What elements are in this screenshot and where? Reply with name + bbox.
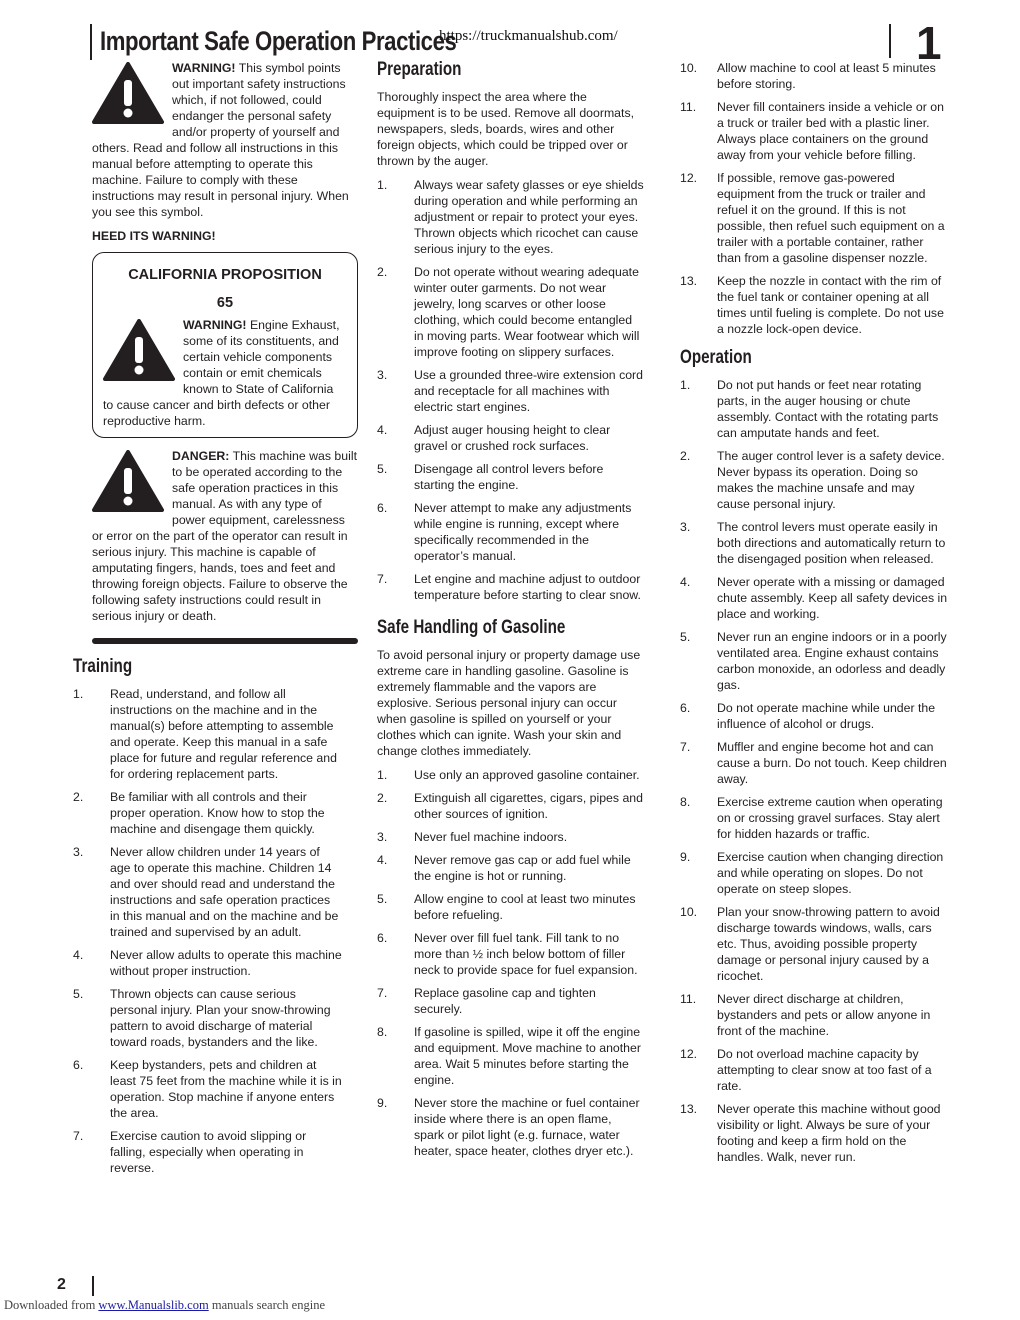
list-item bbox=[73, 789, 343, 837]
list-item-number: 12. bbox=[680, 171, 698, 185]
source-url: https://truckmanualshub.com/ bbox=[439, 28, 618, 44]
danger-block bbox=[92, 448, 358, 624]
column-middle bbox=[377, 59, 645, 1166]
list-item-number: 6. bbox=[73, 1058, 84, 1072]
list-item-number: 1. bbox=[377, 178, 388, 192]
list-item-number: 7. bbox=[377, 986, 388, 1000]
list-item-text: Do not put hands or feet near rotating parts, in the auger housing or chute assembly. Contact with the rotating parts can amputate hands and feet. bbox=[717, 378, 939, 440]
list-item-text: Exercise caution when changing direction and while operating on slopes. Do not operate on steep slopes. bbox=[717, 850, 944, 896]
list-item-text: Do not overload machine capacity by attempting to clear snow at too fast of a rate. bbox=[717, 1047, 932, 1093]
gasoline-heading: Safe Handling of Gasoline bbox=[377, 617, 566, 638]
list-item-text: Always wear safety glasses or eye shields during operation and while performing an adjustment or repair to protect your eyes. Thrown objects which ricochet can cause serious injury to the eyes. bbox=[414, 178, 644, 256]
list-item-text: Be familiar with all controls and their proper operation. Know how to stop the machine and disengage them quickly. bbox=[110, 790, 325, 836]
list-item-number: 2. bbox=[377, 791, 388, 805]
list-item-text: Allow engine to cool at least two minutes before refueling. bbox=[414, 892, 636, 922]
list-item-text: Never attempt to make any adjustments while engine is running, except where specifically recommended in the operator’s manual. bbox=[414, 501, 632, 563]
list-item-text: If possible, remove gas-powered equipment from the truck or trailer and refuel it on the ground. If this is not possible, then refuel such equipment on a trailer with a portable container, rather than from a gasoline dispenser nozzle. bbox=[717, 171, 945, 265]
list-item-text: Never operate this machine without good visibility or light. Always be sure of your footing and keep a firm hold on the handles. Walk, never run. bbox=[717, 1102, 941, 1164]
column-right bbox=[680, 60, 950, 1172]
list-item bbox=[680, 377, 950, 441]
list-item-number: 8. bbox=[680, 795, 691, 809]
list-item bbox=[73, 686, 343, 782]
list-item-text: Extinguish all cigarettes, cigars, pipes and other sources of ignition. bbox=[414, 791, 643, 821]
danger-text: This machine was built to be operated according to the safe operation practices in this manual. As with any type of power equipment, carelessness or error on the part of the operator can result in serious injury. This machine is capable of amputating fingers, hands, toes and feet and throwing foreign objects. Failure to observe the following safety instructions could result in serious injury or death. bbox=[92, 449, 357, 623]
list-item-number: 4. bbox=[377, 423, 388, 437]
list-item-text: Never fuel machine indoors. bbox=[414, 830, 568, 844]
list-item bbox=[377, 1095, 645, 1159]
list-item-number: 2. bbox=[680, 449, 691, 463]
list-item-number: 13. bbox=[680, 274, 698, 288]
preparation-list bbox=[377, 177, 645, 603]
warning-text: This symbol points out important safety instructions which, if not followed, could endanger the personal safety and/or property of yourself and others. Read and follow all instructions in this manual before attempting to operate this machine. Failure to comply with these instructions may result in personal injury. When you see this symbol. bbox=[92, 61, 349, 219]
list-item-text: Never allow children under 14 years of age to operate this machine. Children 14 and over should read and understand the instructions and safe operation practices in this manual and on the machine and be trained and supervised by an adult. bbox=[110, 845, 339, 939]
list-item-number: 3. bbox=[680, 520, 691, 534]
page-title: Important Safe Operation Practices bbox=[100, 26, 457, 56]
gasoline-list bbox=[377, 767, 645, 1159]
danger-triangle-icon bbox=[92, 450, 164, 512]
list-item-number: 5. bbox=[680, 630, 691, 644]
list-item-number: 5. bbox=[73, 987, 84, 1001]
list-item-text: Keep bystanders, pets and children at least 75 feet from the machine while it is in operation. Stop machine if anyone enters the area. bbox=[110, 1058, 342, 1120]
list-item bbox=[73, 1128, 343, 1176]
list-item bbox=[680, 700, 950, 732]
prop65-number: 65 bbox=[216, 295, 234, 311]
gasoline-intro: To avoid personal injury or property damage use extreme care in handling gasoline. Gasoline is extremely flammable and the vapors are explosive. Serious personal injury can occur when gasoline is spilled on yourself or your clothes which can ignite. Wash your skin and change clothes immediately. bbox=[377, 648, 641, 758]
list-item bbox=[377, 264, 645, 360]
list-item bbox=[377, 367, 645, 415]
footer-rule bbox=[92, 1276, 94, 1296]
column-left bbox=[92, 60, 358, 644]
list-item-number: 13. bbox=[680, 1102, 698, 1116]
list-item bbox=[377, 461, 645, 493]
list-item-text: Do not operate machine while under the influence of alcohol or drugs. bbox=[717, 701, 936, 731]
list-item bbox=[680, 519, 950, 567]
preparation-intro: Thoroughly inspect the area where the equipment is to be used. Remove all doormats, newspapers, sleds, boards, wires and other foreign objects, which could be tripped over or thrown by the auger. bbox=[377, 90, 635, 168]
list-item bbox=[680, 849, 950, 897]
list-item bbox=[680, 904, 950, 984]
list-item-number: 10. bbox=[680, 905, 698, 919]
list-item-number: 3. bbox=[377, 368, 388, 382]
list-item-number: 4. bbox=[680, 575, 691, 589]
list-item-number: 4. bbox=[377, 853, 388, 867]
list-item-text: Use a grounded three-wire extension cord and receptacle for all machines with electric start engines. bbox=[414, 368, 643, 414]
list-item-text: Never fill containers inside a vehicle or on a truck or trailer bed with a plastic liner. Always place containers on the ground away from your vehicle before filling. bbox=[717, 100, 944, 162]
list-item-number: 6. bbox=[377, 931, 388, 945]
list-item-number: 7. bbox=[377, 572, 388, 586]
section-divider bbox=[92, 638, 358, 644]
warning-block bbox=[92, 60, 358, 220]
prop65-warning-text: Engine Exhaust, some of its constituents, and certain vehicle components contain or emit chemicals known to State of California to cause cancer and birth defects or other reproductive harm. bbox=[103, 318, 340, 428]
list-item-number: 3. bbox=[73, 845, 84, 859]
training-list bbox=[73, 686, 343, 1176]
list-item-number: 10. bbox=[680, 61, 698, 75]
list-item-text: Never remove gas cap or add fuel while the engine is hot or running. bbox=[414, 853, 631, 883]
list-item-number: 11. bbox=[680, 100, 697, 114]
list-item-text: Never run an engine indoors or in a poorly ventilated area. Engine exhaust contains carbon monoxide, an odorless and deadly gas. bbox=[717, 630, 947, 692]
list-item-text: Do not operate without wearing adequate winter outer garments. Do not wear jewelry, long scarves or other loose clothing, which could become entangled in moving parts. Wear footwear which will improve footing on slippery surfaces. bbox=[414, 265, 640, 359]
list-item-number: 3. bbox=[377, 830, 388, 844]
heed-warning: HEED ITS WARNING! bbox=[92, 229, 216, 243]
list-item-text: Use only an approved gasoline container. bbox=[414, 768, 640, 782]
list-item-number: 7. bbox=[680, 740, 691, 754]
list-item bbox=[680, 273, 950, 337]
list-item-text: Allow machine to cool at least 5 minutes before storing. bbox=[717, 61, 936, 91]
list-item bbox=[680, 739, 950, 787]
list-item-number: 9. bbox=[377, 1096, 388, 1110]
list-item-text: The auger control lever is a safety device. Never bypass its operation. Doing so makes the machine unsafe and may cause personal injury. bbox=[717, 449, 945, 511]
list-item-number: 1. bbox=[680, 378, 691, 392]
gasoline-list-continued bbox=[680, 60, 950, 337]
list-item bbox=[680, 99, 950, 163]
prop65-warning bbox=[103, 317, 347, 429]
list-item bbox=[73, 947, 343, 979]
list-item-text: Muffler and engine become hot and can cause a burn. Do not touch. Keep children away. bbox=[717, 740, 947, 786]
list-item bbox=[377, 767, 645, 783]
preparation-heading: Preparation bbox=[377, 59, 462, 80]
list-item-text: Disengage all control levers before starting the engine. bbox=[414, 462, 604, 492]
list-item-number: 4. bbox=[73, 948, 84, 962]
manualslib-link[interactable]: www.Manualslib.com bbox=[98, 1298, 209, 1312]
warning-label: WARNING! bbox=[172, 61, 236, 75]
list-item bbox=[377, 500, 645, 564]
list-item bbox=[377, 177, 645, 257]
download-prefix: Downloaded from bbox=[4, 1298, 99, 1312]
list-item-number: 11. bbox=[680, 992, 697, 1006]
list-item-number: 1. bbox=[73, 687, 84, 701]
operation-list bbox=[680, 377, 950, 1165]
list-item-text: Let engine and machine adjust to outdoor temperature before starting to clear snow. bbox=[414, 572, 641, 602]
list-item-text: The control levers must operate easily in both directions and automatically return to the disengaged position when released. bbox=[717, 520, 946, 566]
prop65-box bbox=[92, 252, 358, 438]
list-item bbox=[377, 930, 645, 978]
training-heading: Training bbox=[73, 656, 133, 677]
list-item-number: 2. bbox=[377, 265, 388, 279]
list-item-number: 8. bbox=[377, 1025, 388, 1039]
list-item-text: Read, understand, and follow all instructions on the machine and in the manual(s) before attempting to assemble and operate. Keep this manual in a safe place for future and regular reference and for ordering replacement parts. bbox=[110, 687, 337, 781]
list-item bbox=[73, 844, 343, 940]
page-number: 2 bbox=[57, 1276, 66, 1293]
list-item bbox=[377, 891, 645, 923]
list-item-number: 6. bbox=[680, 701, 691, 715]
list-item bbox=[377, 571, 645, 603]
list-item bbox=[680, 448, 950, 512]
list-item-text: Thrown objects can cause serious personal injury. Plan your snow-throwing pattern to avoid discharge of material toward roads, bystanders and the like. bbox=[110, 987, 331, 1049]
list-item-text: Exercise extreme caution when operating on or crossing gravel surfaces. Stay alert for hidden hazards or traffic. bbox=[717, 795, 943, 841]
download-notice bbox=[4, 1298, 325, 1313]
list-item-text: Never operate with a missing or damaged chute assembly. Keep all safety devices in place and working. bbox=[717, 575, 948, 621]
list-item-number: 1. bbox=[377, 768, 388, 782]
list-item-text: If gasoline is spilled, wipe it off the engine and equipment. Move machine to another area. Wait 5 minutes before starting the engine. bbox=[414, 1025, 641, 1087]
list-item bbox=[680, 991, 950, 1039]
operation-heading: Operation bbox=[680, 347, 752, 368]
prop65-title: CALIFORNIA PROPOSITION bbox=[128, 267, 322, 283]
prop65-warning-label: WARNING! bbox=[183, 318, 247, 332]
list-item-number: 7. bbox=[73, 1129, 84, 1143]
list-item-number: 12. bbox=[680, 1047, 698, 1061]
list-item bbox=[680, 794, 950, 842]
warning-triangle-icon bbox=[92, 62, 164, 124]
title-rule bbox=[90, 24, 92, 60]
list-item bbox=[377, 829, 645, 845]
list-item bbox=[680, 60, 950, 92]
list-item-number: 5. bbox=[377, 462, 388, 476]
list-item-number: 5. bbox=[377, 892, 388, 906]
list-item-text: Replace gasoline cap and tighten securely. bbox=[414, 986, 596, 1016]
list-item bbox=[73, 1057, 343, 1121]
list-item-text: Keep the nozzle in contact with the rim of the fuel tank or container opening at all times until fueling is complete. Do not use a nozzle lock-open device. bbox=[717, 274, 944, 336]
list-item bbox=[377, 790, 645, 822]
warning-triangle-icon bbox=[103, 319, 175, 381]
list-item-text: Never store the machine or fuel container inside where there is an open flame, spark or pilot light (e.g. furnace, water heater, space heater, clothes dryer etc.). bbox=[414, 1096, 640, 1158]
list-item bbox=[680, 574, 950, 622]
list-item bbox=[377, 1024, 645, 1088]
list-item-number: 9. bbox=[680, 850, 691, 864]
list-item-number: 2. bbox=[73, 790, 84, 804]
list-item bbox=[377, 852, 645, 884]
list-item-text: Exercise caution to avoid slipping or falling, especially when operating in reverse. bbox=[110, 1129, 307, 1175]
list-item-text: Never allow adults to operate this machine without proper instruction. bbox=[110, 948, 342, 978]
download-suffix: manuals search engine bbox=[208, 1298, 325, 1312]
chapter-number: 1 bbox=[916, 17, 942, 69]
list-item-text: Plan your snow-throwing pattern to avoid discharge towards windows, walls, cars etc. Thus, avoiding possible property damage or personal injury caused by a ricochet. bbox=[717, 905, 940, 983]
list-item bbox=[680, 1101, 950, 1165]
list-item bbox=[680, 170, 950, 266]
list-item bbox=[377, 422, 645, 454]
danger-label: DANGER: bbox=[172, 449, 230, 463]
list-item-number: 6. bbox=[377, 501, 388, 515]
training-section bbox=[73, 656, 343, 1183]
list-item-text: Never direct discharge at children, bystanders and pets or allow anyone in front of the machine. bbox=[717, 992, 931, 1038]
list-item bbox=[680, 629, 950, 693]
list-item bbox=[680, 1046, 950, 1094]
list-item-text: Never over fill fuel tank. Fill tank to no more than ½ inch below bottom of filler neck to provide space for fuel expansion. bbox=[414, 931, 638, 977]
chapter-rule bbox=[889, 24, 891, 58]
list-item-text: Adjust auger housing height to clear gravel or crushed rock surfaces. bbox=[414, 423, 611, 453]
list-item bbox=[377, 985, 645, 1017]
list-item bbox=[73, 986, 343, 1050]
